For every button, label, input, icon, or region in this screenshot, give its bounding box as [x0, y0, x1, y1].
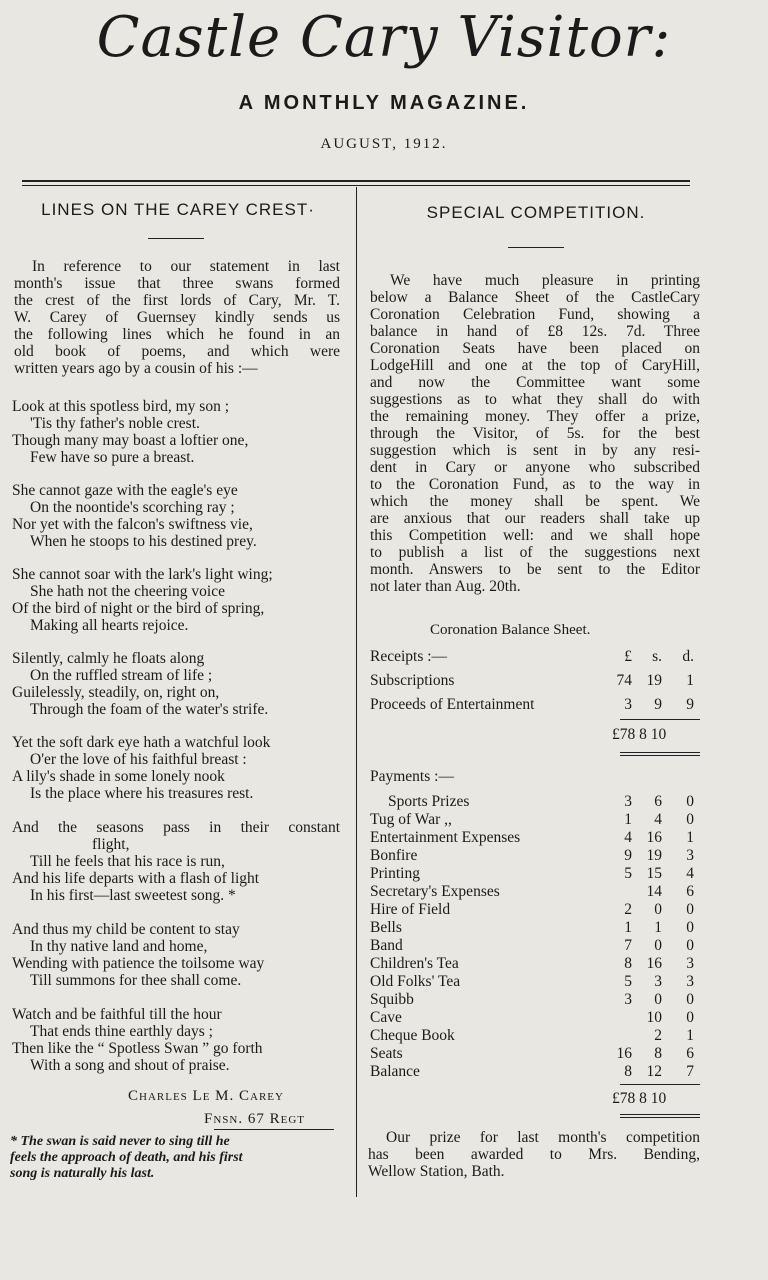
poem-line: She cannot soar with the lark's light wing; [12, 566, 273, 583]
shillings-value: 0 [654, 937, 662, 954]
poem-stanza [12, 921, 342, 989]
shillings-value: 15 [646, 865, 662, 882]
receipts-total: £78 8 10 [612, 726, 667, 743]
text-line: Our prize for last month's competition [386, 1129, 700, 1146]
payments-label: Payments :— [370, 768, 454, 785]
ledger-row [370, 883, 710, 901]
poem-stanza [12, 566, 342, 634]
payments-header-row [370, 768, 710, 786]
pounds-column-header: £ [624, 648, 632, 665]
poem-line: Though many may boast a loftier one, [12, 432, 249, 449]
poem-stanza [12, 650, 342, 718]
poem-line: Through the foam of the water's strife. [30, 701, 269, 718]
text-line: not later than Aug. 20th. [370, 578, 521, 595]
pence-value: 0 [686, 937, 694, 954]
text-line: the remaining money. They offer a prize, [370, 408, 700, 425]
receipts-double-rule-2 [620, 755, 700, 756]
footnote-line: feels the approach of death, and his first [10, 1150, 243, 1165]
pence-value: 4 [686, 865, 694, 882]
text-line: to the Coronation Fund, as to the way in [370, 476, 700, 493]
pence-value: 6 [686, 883, 694, 900]
ledger-label: Balance [370, 1063, 420, 1080]
intro-paragraph [14, 258, 340, 377]
text-line: Coronation Celebration Fund, showing a [370, 306, 700, 323]
ledger-row [370, 919, 710, 937]
pence-value: 0 [686, 793, 694, 810]
ledger-label: Cheque Book [370, 1027, 455, 1044]
poem-stanza [12, 398, 342, 466]
poem-line: Is the place where his treasures rest. [30, 785, 254, 802]
poem-line: She cannot gaze with the eagle's eye [12, 482, 238, 499]
poem-line: Yet the soft dark eye hath a watchful look [12, 734, 271, 751]
ledger-row [370, 1009, 710, 1027]
left-column-heading: LINES ON THE CAREY CREST· [41, 200, 315, 219]
text-line: the following lines which he found in an [14, 326, 340, 343]
poem-line: And the seasons pass in their constant [12, 819, 340, 836]
ledger-label: Sports Prizes [388, 793, 470, 810]
pounds-value: 74 [616, 672, 632, 689]
poem-line: Wending with patience the toilsome way [12, 955, 265, 972]
ledger-row [370, 1027, 710, 1045]
signature-name: Charles Le M. Carey [128, 1088, 284, 1104]
poem-line: In his first—last sweetest song. * [30, 887, 236, 904]
pence-value: 0 [686, 901, 694, 918]
magazine-title: Castle Cary Visitor: [96, 5, 672, 70]
footnote [10, 1134, 342, 1182]
poem-line: On the noontide's scorching ray ; [30, 499, 235, 516]
ledger-label: Proceeds of Entertainment [370, 696, 535, 713]
pounds-value: 3 [624, 696, 632, 713]
poem-line: On the ruffled stream of life ; [30, 667, 213, 684]
poem-stanza [12, 819, 342, 904]
ledger-row [370, 991, 710, 1009]
pence-value: 6 [686, 1045, 694, 1062]
poem-line: Making all hearts rejoice. [30, 617, 189, 634]
right-column-heading: SPECIAL COMPETITION. [426, 203, 646, 222]
pence-value: 1 [686, 829, 694, 846]
text-line: through the Visitor, of 5s. for the best [370, 425, 700, 442]
ledger-label: Band [370, 937, 403, 954]
right-heading-rule [508, 247, 564, 248]
shillings-value: 1 [654, 919, 662, 936]
pounds-value: 7 [624, 937, 632, 954]
poem-line: Then like the “ Spotless Swan ” go forth [12, 1040, 263, 1057]
pounds-value: 1 [624, 919, 632, 936]
poem-line: 'Tis thy father's noble crest. [30, 415, 200, 432]
shillings-value: 10 [646, 1009, 662, 1026]
text-line: has been awarded to Mrs. Bending, [368, 1146, 700, 1163]
pounds-value: 1 [624, 811, 632, 828]
poem-line: Look at this spotless bird, my son ; [12, 398, 229, 415]
competition-paragraph [370, 272, 700, 595]
pence-value: 3 [686, 847, 694, 864]
text-line: W. Carey of Guernsey kindly sends us [14, 309, 340, 326]
ledger-label: Subscriptions [370, 672, 455, 689]
poem-line: When he stoops to his destined prey. [30, 533, 257, 550]
shillings-value: 9 [654, 696, 662, 713]
text-line: Coronation Seats have been placed on [370, 340, 700, 357]
text-line: and now the Committee want some [370, 374, 700, 391]
ledger-label: Entertainment Expenses [370, 829, 521, 846]
pounds-value: 2 [624, 901, 632, 918]
pence-value: 0 [686, 991, 694, 1008]
shillings-value: 2 [654, 1027, 662, 1044]
shillings-value: 8 [654, 1045, 662, 1062]
shillings-value: 3 [654, 973, 662, 990]
issue-date: AUGUST, 1912. [320, 136, 448, 152]
text-line: month's issue that three swans formed [14, 275, 340, 292]
pence-column-header: d. [682, 648, 694, 665]
poem-line: Silently, calmly he floats along [12, 650, 205, 667]
shillings-column-header: s. [652, 648, 662, 665]
ledger-row [370, 901, 710, 919]
text-line: are anxious that our readers shall take up [370, 510, 700, 527]
pounds-value: 3 [624, 991, 632, 1008]
ledger-row [370, 955, 710, 973]
text-line: this Competition well: and we shall hope [370, 527, 700, 544]
text-line: In reference to our statement in last [32, 258, 340, 275]
magazine-subtitle: A MONTHLY MAGAZINE. [238, 92, 530, 114]
footnote-line: song is naturally his last. [10, 1166, 155, 1181]
pence-value: 0 [686, 1009, 694, 1026]
poem-stanza [12, 1006, 342, 1074]
text-line: the crest of the first lords of Cary, Mr. T. [14, 292, 340, 309]
ledger-row [370, 672, 710, 690]
text-line: which the money shall be spent. We [370, 493, 700, 510]
left-heading-rule [148, 238, 204, 239]
poem-line: flight, [92, 836, 130, 853]
shillings-value: 16 [646, 955, 662, 972]
shillings-value: 14 [646, 883, 662, 900]
pounds-value: 16 [616, 1045, 632, 1062]
shillings-value: 6 [654, 793, 662, 810]
poem-line: And thus my child be content to stay [12, 921, 240, 938]
pence-value: 0 [686, 811, 694, 828]
shillings-value: 16 [646, 829, 662, 846]
ledger-row [370, 696, 710, 714]
receipts-double-rule [620, 752, 700, 753]
text-line: balance in hand of £8 12s. 7d. Three [370, 323, 700, 340]
text-line: below a Balance Sheet of the CastleCary [370, 289, 700, 306]
poem-line: Watch and be faithful till the hour [12, 1006, 222, 1023]
poem-line: That ends thine earthly days ; [30, 1023, 213, 1040]
ledger-row [370, 847, 710, 865]
poem-line: In thy native land and home, [30, 938, 208, 955]
text-line: old book of poems, and which were [14, 343, 340, 360]
pounds-value: 9 [624, 847, 632, 864]
ledger-row [370, 811, 710, 829]
prize-announcement [368, 1129, 700, 1180]
ledger-label: Bells [370, 919, 402, 936]
ledger-label: Hire of Field [370, 901, 451, 918]
ledger-label: Squibb [370, 991, 414, 1008]
poem-stanza [12, 734, 342, 802]
text-line: suggestion which is sent in by any resi- [370, 442, 700, 459]
poem-line: And his life departs with a flash of light [12, 870, 260, 887]
pounds-value: 8 [624, 955, 632, 972]
ledger-row [370, 865, 710, 883]
text-line: suggestions as to what they shall do with [370, 391, 700, 408]
receipts-label: Receipts :— [370, 648, 448, 665]
ledger-label: Seats [370, 1045, 403, 1062]
poem-line: A lily's shade in some lonely nook [12, 768, 225, 785]
text-line: We have much pleasure in printing [390, 272, 700, 289]
poem-line: She hath not the cheering voice [30, 583, 225, 600]
pence-value: 7 [686, 1063, 694, 1080]
shillings-value: 19 [646, 672, 662, 689]
ledger-row [370, 829, 710, 847]
ledger-label: Tug of War ,, [370, 811, 452, 828]
ledger-label: Bonfire [370, 847, 418, 864]
poem-line: Of the bird of night or the bird of spring, [12, 600, 265, 617]
text-line: to publish a list of the suggestions next [370, 544, 700, 561]
poem-line: Till he feels that his race is run, [30, 853, 225, 870]
text-line: LodgeHill and one at the top of CaryHill, [370, 357, 700, 374]
ledger-label: Printing [370, 865, 420, 882]
footnote-line: * The swan is said never to sing till he [10, 1134, 230, 1149]
pence-value: 0 [686, 919, 694, 936]
text-line: dent in Cary or anyone who subscribed [370, 459, 700, 476]
ledger-label: Secretary's Expenses [370, 883, 500, 900]
pounds-value: 8 [624, 1063, 632, 1080]
poem-line: Guilelessly, steadily, on, right on, [12, 684, 220, 701]
payments-total: £78 8 10 [612, 1090, 667, 1107]
payments-double-rule [620, 1114, 700, 1115]
receipts-sum-rule [620, 719, 700, 720]
shillings-value: 19 [646, 847, 662, 864]
ledger-row [370, 1045, 710, 1063]
pence-value: 9 [686, 696, 694, 713]
text-line: Wellow Station, Bath. [368, 1163, 505, 1180]
shillings-value: 0 [654, 991, 662, 1008]
poem-stanza [12, 482, 342, 550]
column-divider [356, 187, 357, 1197]
payments-double-rule-2 [620, 1117, 700, 1118]
ledger-label: Old Folks' Tea [370, 973, 461, 990]
pence-value: 3 [686, 955, 694, 972]
pounds-value: 5 [624, 865, 632, 882]
shillings-value: 4 [654, 811, 662, 828]
shillings-value: 12 [646, 1063, 662, 1080]
poem-line: Nor yet with the falcon's swiftness vie, [12, 516, 253, 533]
ledger-row [370, 973, 710, 991]
pounds-value: 5 [624, 973, 632, 990]
signature-rule [214, 1129, 334, 1130]
poem-line: Few have so pure a breast. [30, 449, 195, 466]
pence-value: 1 [686, 672, 694, 689]
receipts-header-row [370, 648, 710, 666]
ledger-row [370, 1063, 710, 1081]
balance-sheet-title: Coronation Balance Sheet. [430, 622, 591, 638]
pence-value: 3 [686, 973, 694, 990]
ledger-label: Cave [370, 1009, 402, 1026]
ledger-row [370, 793, 710, 811]
shillings-value: 0 [654, 901, 662, 918]
poem-line: Till summons for thee shall come. [30, 972, 242, 989]
payments-sum-rule [620, 1084, 700, 1085]
ledger-label: Children's Tea [370, 955, 459, 972]
poem-line: With a song and shout of praise. [30, 1057, 230, 1074]
pence-value: 1 [686, 1027, 694, 1044]
header-rule-thin [22, 185, 690, 186]
pounds-value: 4 [624, 829, 632, 846]
header-rule [22, 180, 690, 182]
signature-regiment: Fnsn. 67 Regt [204, 1111, 305, 1127]
poem-line: O'er the love of his faithful breast : [30, 751, 247, 768]
pounds-value: 3 [624, 793, 632, 810]
text-line: written years ago by a cousin of his :— [14, 360, 258, 377]
ledger-row [370, 937, 710, 955]
text-line: month. Answers to be sent to the Editor [370, 561, 700, 578]
